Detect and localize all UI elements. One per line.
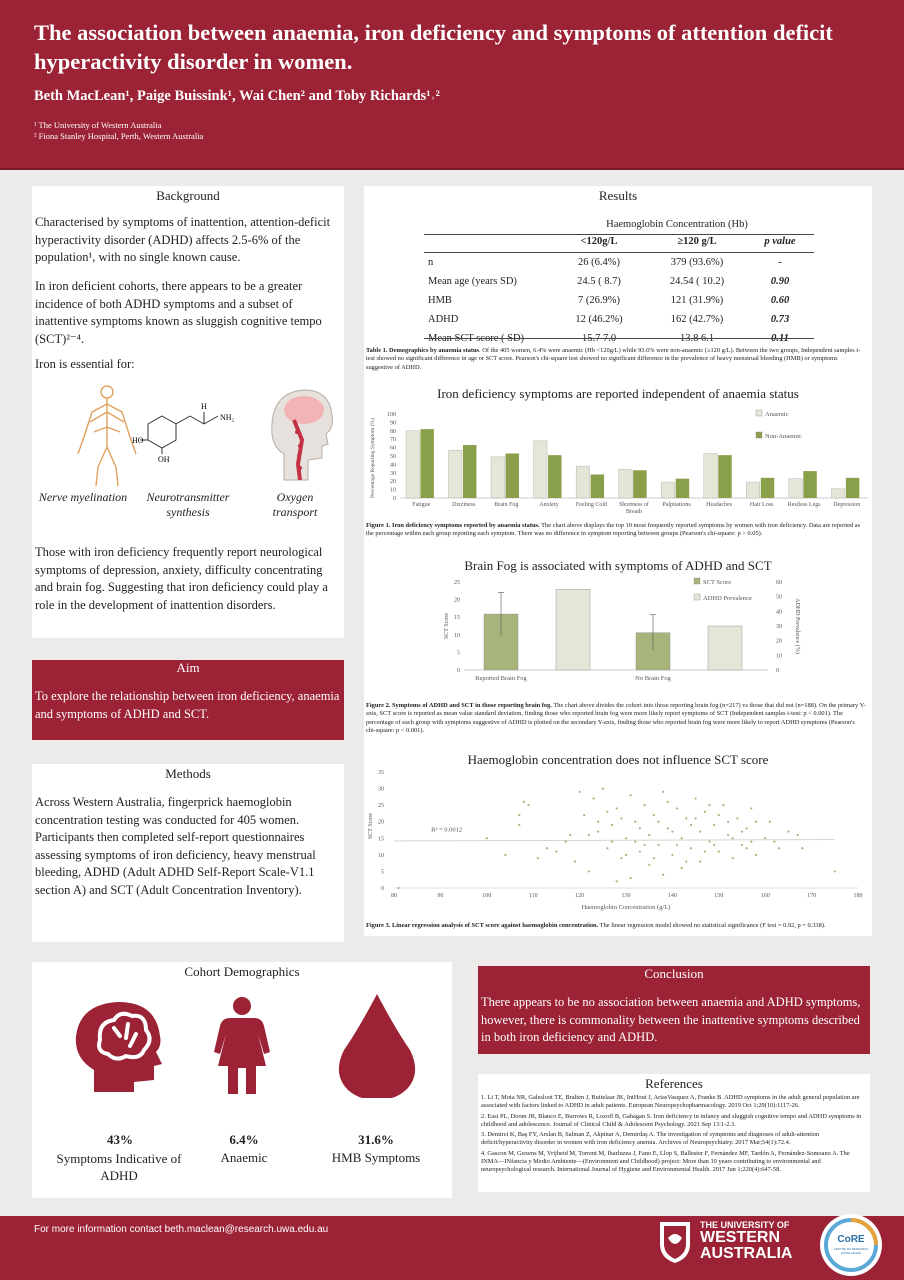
table-cell: 0.73	[770, 314, 790, 325]
table-bottom-rule	[424, 338, 814, 339]
reference-item: 4. Gascon M, Guxens M, Vrijheid M, Torrent M, Ibarluzea J, Fano E, Llop S, Ballester F, Fernández MF, Tardón A, Fernández-Somoano A. The INMA—INfancia y Medio Ambiente—(Environment and Childhood) project: More than 10 years contributing to environmental and neuropsychological research. International Journal of Hygiene and Environmental Health. 2017 Jun 1;220(4):647-58.	[481, 1149, 850, 1174]
head-bloodflow-icon	[264, 384, 336, 484]
table-cell: -	[778, 257, 782, 268]
fig3-point	[588, 870, 590, 872]
fig3-point	[588, 834, 590, 836]
fig1-caption-bold: Figure 1. Iron deficiency symptoms reported by anaemia status.	[366, 522, 540, 529]
fig1-xtick: Hair Loss	[749, 502, 774, 508]
background-p1: Characterised by symptoms of inattention, attention-deficit hyperactivity disorder (ADHD) affects 2.5-6% of the population¹, with no single known cause.	[35, 215, 331, 264]
fig3-point	[620, 817, 622, 819]
table-cell: HMB	[428, 295, 452, 306]
fig1-bar	[576, 466, 589, 498]
fig3-point	[732, 837, 734, 839]
fig1-bar	[534, 441, 547, 498]
fig1-ytick: 70	[390, 437, 396, 444]
fig3-point	[606, 811, 608, 813]
icon-label-oxygen: Oxygen transport	[272, 490, 318, 519]
fig3-point	[727, 821, 729, 823]
fig1-legend-label: Anaemic	[765, 411, 789, 418]
fig3-ylabel: SCT Score	[368, 812, 374, 840]
table-cell: 24.54 ( 10.2)	[669, 276, 725, 287]
fig1-xtick: Feeling Cold	[575, 502, 608, 508]
fig3-point	[736, 817, 738, 819]
fig2-y2tick: 40	[776, 609, 782, 616]
fig1-bar	[831, 489, 844, 498]
fig3-point	[606, 847, 608, 849]
fig1-caption-text: The chart above displays the top 10 most frequently reported symptoms by women with iron deficiency. Data are reported as the percentage within each group reporting each symptom. There was no difference in symptom reporting between groups (Pearson's chi-square: p > 0.05).	[366, 522, 861, 538]
fig3-xlabel: Haemoglobin Concentration (g/L)	[581, 904, 671, 911]
fig1-xtick: Headaches	[706, 502, 733, 508]
results-table	[424, 232, 814, 251]
fig1-bar	[463, 445, 476, 498]
table-header-row	[424, 232, 814, 251]
fig3-xtick: 170	[807, 893, 817, 899]
fig1-ytick: 10	[390, 487, 396, 494]
references-panel	[478, 1074, 870, 1192]
uwa-line3: AUSTRALIA	[700, 1245, 793, 1262]
fig3-point	[708, 804, 710, 806]
core-logo-text: CoRE	[837, 1234, 865, 1245]
fig3-point	[643, 804, 645, 806]
table-cell: 7 (26.9%)	[578, 295, 620, 306]
fig2-chart	[364, 576, 872, 690]
table-cell: 0.90	[770, 276, 790, 287]
fig2-y2tick: 10	[776, 653, 782, 660]
fig3-point	[653, 814, 655, 816]
fig2-caption	[366, 702, 866, 736]
fig1-xtick: Shortness of	[619, 502, 649, 508]
fig1-ylabel: Percentage Reporting Symptom (%)	[370, 418, 376, 498]
fig3-point	[625, 837, 627, 839]
fig3-ytick: 10	[378, 852, 384, 859]
fig3-point	[662, 791, 664, 793]
fig3-point	[611, 824, 613, 826]
fig1-xtick: Dizziness	[452, 502, 476, 508]
fig2-bar-adhd	[708, 626, 742, 670]
background-panel	[32, 186, 344, 638]
fig3-point	[699, 860, 701, 862]
fig3-xtick: 130	[621, 893, 631, 899]
footer-contact: For more information contact beth.maclean@research.uwa.edu.au	[34, 1224, 329, 1235]
fig3-point	[574, 860, 576, 862]
table-cell: Mean SCT score ( SD)	[428, 333, 525, 344]
fig1-legend-swatch	[756, 410, 762, 416]
fig3-point	[769, 821, 771, 823]
reference-item: 2. East PL, Doom JR, Blanco E, Burrows R, Lozoff B, Gahagan S. Iron deficiency in infancy and sluggish cognitive tempo and ADHD symptoms in childhood and adolescence. Journal of Clinical Child & Adolescent Psychology. 2021 Sep 13:1-2.3.	[481, 1112, 862, 1128]
fig1-bar	[661, 482, 674, 498]
fig1-xtick: Fatigue	[412, 502, 431, 508]
fig3-point	[773, 841, 775, 843]
core-logo-sub: CENTRE OF RESEARCH EXCELLENCE	[833, 1247, 869, 1255]
affiliation-2: ² Fiona Stanley Hospital, Perth, Western Australia	[34, 131, 204, 141]
fig3-point	[616, 807, 618, 809]
fig1-xtick: Breath	[626, 509, 642, 515]
fig3-ytick: 20	[378, 819, 384, 826]
fig1-bar	[761, 478, 774, 498]
fig1-bar	[491, 457, 504, 498]
fig1-bar	[420, 429, 433, 498]
conclusion-text: There appears to be no association between anaemia and ADHD symptoms, however, there is commonality between the inattentive symptoms described in both iron deficiency and ADHD.	[481, 995, 861, 1044]
fig2-caption-text: The chart above divides the cohort into those reporting brain fog (n=217) vs those that did not (n=188). On the primary Y-axis, SCT score is reported as mean value standard deviation, finding those who reported brain fog were more likely report symptoms of SCT (Independent samples t-test: p < 0.001). The percentage of each group with symptoms suggestive of ADHD is plotted on the secondary Y-axis, finding those who reported brain fog were more likely to report ADHD symptoms (Pearson's chi-square: p < 0.001).	[366, 702, 866, 735]
fig3-point	[750, 807, 752, 809]
uwa-line1: THE UNIVERSITY OF	[700, 1220, 790, 1230]
table-caption-bold: Table 1. Demographics by anaemia status	[366, 347, 480, 354]
fig3-point	[630, 794, 632, 796]
aim-panel	[32, 660, 344, 740]
table-group-header: Haemoglobin Concentration (Hb)	[606, 219, 748, 230]
fig1-caption	[366, 522, 866, 539]
fig1-bar	[846, 478, 859, 498]
fig1-ytick: 50	[390, 454, 396, 460]
fig3-point	[579, 791, 581, 793]
fig3-trendline	[394, 840, 835, 841]
fig2-ytick: 10	[454, 632, 460, 639]
methods-panel	[32, 764, 344, 942]
background-p2: In iron deficient cohorts, there appears to be a greater incidence of both ADHD symptoms and a subset of inattentive symptoms known as sluggish cognitive tempo (SCT)²⁻⁴.	[35, 279, 322, 346]
fig3-ytick: 0	[381, 886, 384, 892]
aim-title: Aim	[176, 660, 200, 675]
fig3-ytick: 5	[381, 869, 384, 876]
fig1-ytick: 20	[390, 479, 396, 486]
fig1-bar	[406, 431, 419, 498]
fig1-bar	[619, 469, 632, 498]
fig3-xtick: 160	[760, 893, 770, 899]
fig2-y2tick: 50	[776, 594, 782, 601]
dopamine-molecule-icon	[132, 398, 242, 462]
poster-title: The association between anaemia, iron deficiency and symptoms of attention deficit hyperactivity disorder in women.	[34, 20, 833, 74]
table-cell: 12 (46.2%)	[575, 314, 623, 325]
fig2-ytick: 25	[454, 580, 460, 586]
fig2-y2label: ADHD Prevalence (%)	[794, 598, 800, 654]
fig1-ytick: 60	[390, 445, 396, 452]
fig1-bar	[704, 453, 717, 498]
cohort-label-anaemic: Anaemic	[220, 1150, 268, 1165]
conclusion-panel	[478, 966, 870, 1054]
fig3-point	[741, 831, 743, 833]
fig1-ytick: 0	[393, 496, 396, 502]
fig3-point	[518, 824, 520, 826]
fig3-point	[722, 804, 724, 806]
fig3-point	[690, 847, 692, 849]
fig3-point	[527, 804, 529, 806]
fig3-point	[667, 801, 669, 803]
fig2-bar-adhd	[556, 589, 590, 670]
fig3-xtick: 180	[853, 893, 863, 899]
methods-title: Methods	[165, 766, 211, 781]
core-logo	[820, 1214, 882, 1276]
fig3-point	[597, 821, 599, 823]
fig3-point	[732, 857, 734, 859]
table-cell: 162 (42.7%)	[670, 314, 724, 325]
fig2-ytick: 0	[457, 668, 460, 674]
fig3-point	[704, 811, 706, 813]
fig3-point	[681, 837, 683, 839]
fig3-point	[778, 847, 780, 849]
fig3-point	[685, 860, 687, 862]
fig2-legend-label: SCT Score	[703, 579, 732, 586]
fig3-point	[657, 821, 659, 823]
fig2-xtick: Reported Brain Fog	[475, 675, 527, 682]
footer	[0, 1216, 904, 1280]
results-title: Results	[598, 188, 638, 203]
fig3-point	[787, 831, 789, 833]
fig3-point	[755, 821, 757, 823]
fig3-xtick: 90	[437, 893, 444, 899]
fig1-bar	[591, 474, 604, 498]
fig3-point	[630, 877, 632, 879]
fig3-point	[569, 834, 571, 836]
fig3-point	[676, 844, 678, 846]
fig3-point	[597, 831, 599, 833]
methods-text: Across Western Australia, fingerprick haemoglobin concentration testing was conducted for 405 women. Participants then completed self-report questionnaires assessing symptoms of iron deficiency, heavy menstrual bleeding, ADHD (Adult ADHD Self-Report Scale-V1.1 section A) and SCT (Adult Concentration Inventory).	[35, 795, 316, 897]
fig3-point	[565, 841, 567, 843]
fig3-point	[713, 844, 715, 846]
fig1-xtick: Restless Legs	[787, 502, 821, 508]
table-cell: ADHD	[428, 314, 459, 325]
table-row	[424, 272, 814, 291]
fig3-title: Haemoglobin concentration does not influence SCT score	[467, 752, 769, 767]
table-header-cell: ≥120 g/L	[677, 236, 717, 247]
table-row	[424, 291, 814, 310]
fig2-y2tick: 0	[776, 668, 779, 674]
table-cell: 0.11	[771, 333, 789, 344]
fig3-point	[755, 854, 757, 856]
fig1-ytick: 100	[387, 412, 396, 418]
table-cell: 24.5 ( 8.7)	[577, 276, 621, 287]
fig3-point	[750, 841, 752, 843]
fig1-title: Iron deficiency symptoms are reported independent of anaemia status	[437, 386, 799, 401]
fig2-y2tick: 30	[776, 624, 782, 630]
molecule-label-h: H	[201, 402, 207, 411]
fig3-point	[662, 874, 664, 876]
fig3-caption-bold: Figure 3. Linear regression analysis of SCT score against haemoglobin concentration.	[366, 922, 599, 929]
fig2-y2tick: 60	[776, 580, 782, 586]
fig2-xtick: No Brain Fog	[635, 675, 671, 682]
fig3-ytick: 30	[378, 786, 384, 793]
fig2-legend-swatch	[694, 594, 700, 600]
table-header-cell: <120g/L	[580, 236, 618, 247]
fig3-point	[801, 847, 803, 849]
reference-item: 3. Demirci K, Baş FY, Arslan B, Salman Z, Akpinar A, Demirdaş A. The investigation of symptoms and diagnoses of adult-attention deficit/hyperactivity disorder in women with iron deficiency anemia. Archives of Neuropsychiatry. 2017 Mar;54(1):72.4.	[481, 1131, 820, 1147]
table-cell: 26 (6.4%)	[578, 257, 620, 268]
table-caption-text: . Of the 405 women, 6.4% were anaemic (Hb <120g/L) while 93.6% were non-anaemic (≥120 g/L). Between the two groups, Independent samples t-test showed no significant difference in age or SCT score. Pearson's chi-square test showed no significant difference in the prevalence of heavy menstrual bleeding (HMB) or symptoms suggestive of ADHD.	[366, 347, 861, 371]
uwa-line2: WESTERN	[700, 1229, 780, 1246]
fig1-xtick: Palpitations	[662, 502, 691, 508]
fig3-ytick: 25	[378, 803, 384, 810]
references-list	[481, 1094, 867, 1177]
results-panel	[364, 186, 872, 936]
fig3-point	[518, 814, 520, 816]
fig1-bar	[449, 450, 462, 498]
fig1-xtick: Anxiety	[539, 502, 559, 508]
fig1-bar	[718, 455, 731, 498]
cohort-value-adhd: 43%	[107, 1132, 133, 1147]
fig1-bar	[633, 470, 646, 498]
molecule-label-oh: OH	[158, 455, 170, 462]
fig3-point	[699, 831, 701, 833]
icon-label-neurotransmitter: Neurotransmitter synthesis	[146, 490, 230, 519]
molecule-label-nh2: NH₂	[220, 413, 235, 422]
reference-item: 1. Li T, Mota NR, Galesloot TE, Bralten J, Buitelaar JK, IntHout J, AriasVasquez A, Franke B. ADHD symptoms in the adult general population are associated with factors linked to ADHD in adult patients. European Neuropsychopharmacology. 2019 Oct 1;29(10):1117-26.	[481, 1094, 860, 1110]
fig3-point	[523, 801, 525, 803]
fig3-point	[555, 850, 557, 852]
table-row	[424, 310, 814, 329]
fig1-bar	[789, 479, 802, 498]
fig3-xtick: 120	[575, 893, 585, 899]
cohort-panel	[32, 962, 452, 1198]
fig3-point	[695, 817, 697, 819]
fig3-point	[704, 850, 706, 852]
fig3-point	[718, 850, 720, 852]
fig3-point	[583, 814, 585, 816]
fig1-legend-swatch	[756, 432, 762, 438]
table-row	[424, 253, 814, 272]
fig1-ytick: 80	[390, 428, 396, 435]
fig3-point	[671, 854, 673, 856]
references-title: References	[645, 1076, 703, 1091]
fig3-point	[592, 797, 594, 799]
fig3-caption-text: The linear regression model showed no statistical significance (F test = 0.92, p = 0.338).	[598, 922, 826, 929]
fig3-point	[634, 821, 636, 823]
fig2-ytick: 20	[454, 597, 460, 604]
cohort-value-hmb: 31.6%	[358, 1132, 394, 1147]
fig3-point	[746, 827, 748, 829]
cohort-value-anaemic: 6.4%	[229, 1132, 259, 1147]
fig3-xtick: 110	[528, 893, 538, 899]
affiliation-1: ¹ The University of Western Australia	[34, 120, 162, 130]
fig3-ytick: 35	[378, 770, 384, 776]
fig3-point	[727, 834, 729, 836]
core-ring-icon	[820, 1214, 882, 1276]
table-header-cell: p value	[764, 236, 796, 247]
fig1-xtick: Depression	[833, 502, 861, 508]
table-cell: 13.8 6.1	[679, 333, 715, 344]
fig2-y2tick: 20	[776, 638, 782, 645]
table-cell: 121 (31.9%)	[670, 295, 724, 306]
molecule-label-ho: HO	[132, 436, 144, 445]
fig3-point	[713, 824, 715, 826]
fig3-annotation: R² = 0.0012	[431, 826, 463, 834]
conclusion-title: Conclusion	[644, 966, 704, 981]
fig3-point	[648, 864, 650, 866]
header-tab	[856, 150, 880, 168]
fig1-legend-label: Non-Anaemic	[765, 433, 802, 440]
fig3-point	[634, 841, 636, 843]
fig3-point	[690, 824, 692, 826]
authors: Beth MacLean¹, Paige Buissink¹, Wai Chen² and Toby Richards¹˒²	[34, 88, 440, 104]
uwa-crest-icon	[658, 1220, 692, 1264]
fig3-ytick: 15	[378, 836, 384, 843]
table-caption	[366, 347, 866, 372]
fig3-point	[667, 827, 669, 829]
cohort-title: Cohort Demographics	[184, 964, 300, 979]
fig1-xtick: Brain Fog	[494, 502, 519, 508]
fig1-ytick: 40	[390, 462, 396, 469]
fig3-point	[602, 787, 604, 789]
background-p4: Those with iron deficiency frequently report neurological symptoms of depression, anxiety, difficulty concentrating and brain fog. Suggesting that iron deficiency could play a role in the development of inattention disorders.	[35, 545, 328, 612]
fig2-ytick: 15	[454, 615, 460, 622]
table-cell: Mean age (years SD)	[428, 276, 517, 287]
fig3-point	[718, 814, 720, 816]
fig3-point	[639, 850, 641, 852]
fig3-point	[764, 837, 766, 839]
table-cell: 0.60	[770, 295, 790, 306]
fig3-point	[671, 831, 673, 833]
fig3-xtick: 140	[667, 893, 677, 899]
fig3-point	[648, 834, 650, 836]
icon-label-nerve: Nerve myelination	[38, 490, 128, 504]
fig3-point	[537, 857, 539, 859]
fig3-point	[681, 867, 683, 869]
table-header-cell	[424, 232, 550, 251]
fig3-point	[685, 817, 687, 819]
fig3-point	[616, 880, 618, 882]
fig2-legend-swatch	[694, 578, 700, 584]
fig3-point	[834, 870, 836, 872]
fig1-bar	[548, 455, 561, 498]
fig3-xtick: 80	[391, 893, 397, 899]
fig3-point	[695, 797, 697, 799]
fig1-chart	[364, 408, 872, 518]
fig1-ytick: 30	[390, 470, 396, 477]
fig3-point	[546, 847, 548, 849]
fig3-point	[398, 887, 400, 889]
fig3-point	[620, 857, 622, 859]
fig3-point	[746, 847, 748, 849]
table-cell: 15.7 7.0	[581, 333, 617, 344]
fig3-point	[741, 844, 743, 846]
background-title: Background	[156, 188, 220, 203]
fig2-title: Brain Fog is associated with symptoms of ADHD and SCT	[464, 558, 772, 573]
results-table-body	[424, 253, 814, 348]
head-brain-icon	[70, 1000, 170, 1092]
fig3-xtick: 100	[482, 893, 492, 899]
fig3-caption	[366, 922, 866, 930]
aim-text: To explore the relationship between iron deficiency, anaemia and symptoms of ADHD and SCT.	[35, 689, 340, 721]
cohort-label-adhd: Symptoms Indicative of ADHD	[56, 1151, 182, 1183]
fig1-bar	[746, 482, 759, 498]
fig3-point	[611, 841, 613, 843]
fig1-bar	[803, 471, 816, 498]
background-p3: Iron is essential for:	[35, 357, 135, 371]
fig3-point	[657, 844, 659, 846]
fig2-caption-bold: Figure 2. Symptoms of ADHD and SCT in those reporting brain fog.	[366, 702, 552, 709]
fig1-bar	[506, 453, 519, 498]
fig1-ytick: 90	[390, 420, 396, 427]
fig2-ytick: 5	[457, 650, 460, 657]
fig1-bar	[676, 479, 689, 498]
woman-icon	[212, 996, 272, 1096]
fig2-legend-label: ADHD Prevalence	[703, 595, 752, 602]
table-cell: 379 (93.6%)	[670, 257, 724, 268]
fig3-point	[504, 854, 506, 856]
fig3-point	[676, 807, 678, 809]
blood-drop-icon	[336, 994, 418, 1098]
fig3-chart	[364, 766, 872, 914]
fig3-point	[708, 841, 710, 843]
cohort-label-hmb: HMB Symptoms	[331, 1150, 421, 1165]
fig3-point	[797, 834, 799, 836]
fig3-point	[625, 854, 627, 856]
fig3-point	[643, 844, 645, 846]
fig2-ylabel: SCT Score	[444, 612, 450, 640]
fig3-point	[639, 827, 641, 829]
fig3-point	[653, 857, 655, 859]
table-cell: n	[428, 257, 434, 268]
fig3-point	[486, 837, 488, 839]
fig3-xtick: 150	[714, 893, 724, 899]
